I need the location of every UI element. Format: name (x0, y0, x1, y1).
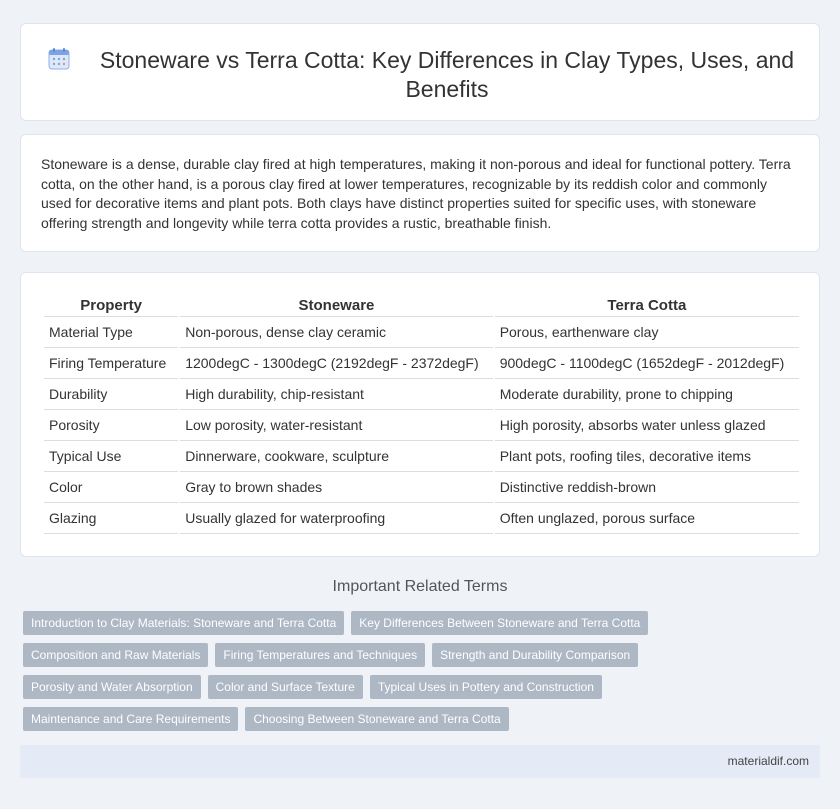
cell-property: Typical Use (44, 441, 178, 472)
cell-terra-cotta: 900degC - 1100degC (1652degF - 2012degF) (495, 348, 799, 379)
cell-stoneware: 1200degC - 1300degC (2192degF - 2372degF) (180, 348, 492, 379)
header-stoneware: Stoneware (180, 295, 492, 317)
related-term-tag[interactable]: Color and Surface Texture (208, 675, 363, 699)
cell-terra-cotta: Often unglazed, porous surface (495, 503, 799, 534)
cell-stoneware: Non-porous, dense clay ceramic (180, 317, 492, 348)
cell-property: Firing Temperature (44, 348, 178, 379)
table-row (44, 503, 799, 534)
cell-stoneware: Dinnerware, cookware, sculpture (180, 441, 492, 472)
footer-site-name: materialdif.com (727, 754, 809, 768)
cell-stoneware: High durability, chip-resistant (180, 379, 492, 410)
tag-row (23, 675, 823, 699)
tag-row (23, 643, 823, 667)
related-term-tag[interactable]: Key Differences Between Stoneware and Terra Cotta (351, 611, 648, 635)
cell-property: Porosity (44, 410, 178, 441)
table-row (44, 348, 799, 379)
related-term-tag[interactable]: Typical Uses in Pottery and Construction (370, 675, 602, 699)
table-row (44, 379, 799, 410)
header-property: Property (44, 295, 178, 317)
related-term-tag[interactable]: Choosing Between Stoneware and Terra Cotta (245, 707, 508, 731)
cell-terra-cotta: Plant pots, roofing tiles, decorative items (495, 441, 799, 472)
cell-stoneware: Low porosity, water-resistant (180, 410, 492, 441)
cell-property: Color (44, 472, 178, 503)
cell-stoneware: Usually glazed for waterproofing (180, 503, 492, 534)
cell-terra-cotta: Distinctive reddish-brown (495, 472, 799, 503)
header-card (20, 23, 820, 121)
cell-property: Durability (44, 379, 178, 410)
intro-card (20, 134, 820, 252)
cell-property: Glazing (44, 503, 178, 534)
cell-terra-cotta: Porous, earthenware clay (495, 317, 799, 348)
related-terms-title: Important Related Terms (332, 578, 508, 595)
footer-bar (20, 745, 820, 778)
page-title: Stoneware vs Terra Cotta: Key Differences in Clay Types, Uses, and Benefits (99, 47, 795, 102)
related-term-tag[interactable]: Composition and Raw Materials (23, 643, 208, 667)
comparison-table (42, 295, 801, 534)
cell-terra-cotta: Moderate durability, prone to chipping (495, 379, 799, 410)
table-header-row (44, 295, 799, 317)
tag-row (23, 611, 823, 635)
related-term-tag[interactable]: Maintenance and Care Requirements (23, 707, 238, 731)
cell-terra-cotta: High porosity, absorbs water unless glazed (495, 410, 799, 441)
related-terms-tags (23, 611, 823, 739)
table-row (44, 317, 799, 348)
intro-paragraph: Stoneware is a dense, durable clay fired at high temperatures, making it non-porous and ideal for functional pottery. Terra cotta, on the other hand, is a porous clay fired at lower temperatures, recognizable by its reddish color and commonly used for decorative items and plant pots. Both clays have distinct properties suited for specific uses, with stoneware offering strength and longevity while terra cotta provides a rustic, breathable finish. (41, 156, 791, 231)
cell-stoneware: Gray to brown shades (180, 472, 492, 503)
cell-property: Material Type (44, 317, 178, 348)
related-term-tag[interactable]: Porosity and Water Absorption (23, 675, 201, 699)
related-term-tag[interactable]: Firing Temperatures and Techniques (215, 643, 425, 667)
table-row (44, 441, 799, 472)
tag-row (23, 707, 823, 731)
table-row (44, 410, 799, 441)
calendar-icon (48, 48, 70, 70)
related-term-tag[interactable]: Strength and Durability Comparison (432, 643, 638, 667)
table-row (44, 472, 799, 503)
related-term-tag[interactable]: Introduction to Clay Materials: Stoneware and Terra Cotta (23, 611, 344, 635)
header-terra-cotta: Terra Cotta (495, 295, 799, 317)
comparison-table-card (20, 272, 820, 557)
